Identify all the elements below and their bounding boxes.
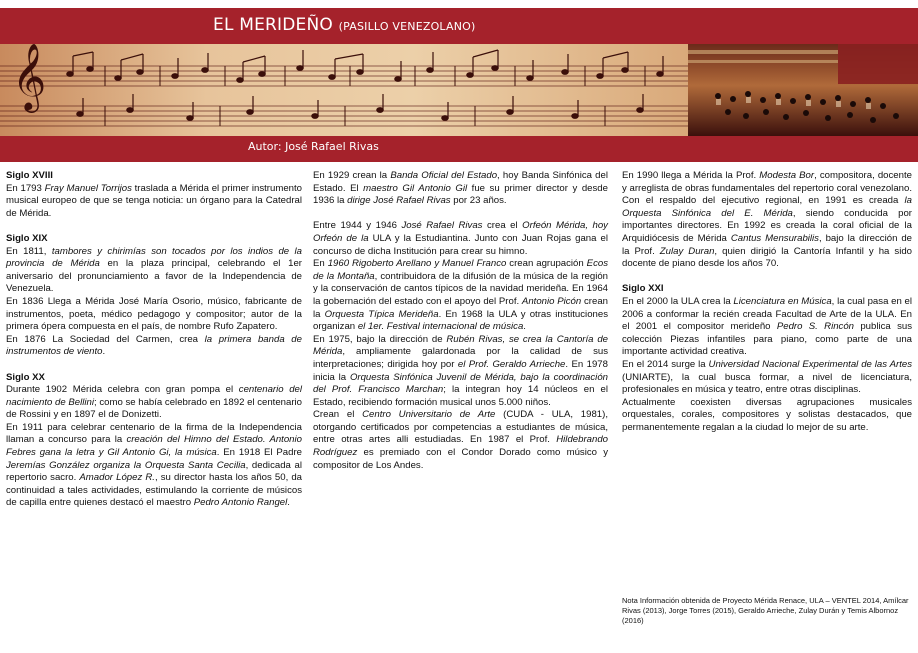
- heading-siglo-xxi: Siglo XXI: [622, 283, 664, 295]
- author-credit: Autor: José Rafael Rivas: [248, 140, 379, 153]
- column-2: [313, 170, 608, 472]
- paragraph: En 1975, bajo la dirección de Rubén Rivas, se crea la Cantoría de Mérida, ampliamente galardonada por la calidad de sus interpretaciones; dirigida hoy por el Prof. Geraldo Arrieche. En 1978 inicia la Orquesta Sinfónica Juvenil de Mérida, bajo la coordinación del Prof. Francisco Marchan; la integran hoy 14 núcleos en el Estado, recibiendo formación musical unos 5.000 niños.: [313, 333, 608, 408]
- page-title: [213, 15, 476, 35]
- paragraph: En 1793 Fray Manuel Torrijos traslada a Mérida el primer instrumento musical europeo de que se tenga noticia: un órgano para la Catedral de Mérida.: [6, 182, 302, 219]
- paragraph: En 1876 La Sociedad del Carmen, crea la primera banda de instrumentos de viento.: [6, 333, 302, 358]
- paragraph: Crean el Centro Universitario de Arte (CUDA - ULA, 1981), otorgando certificados por competencias a estudiantes de música, entre otras artes alli estudiadas. En 1987 el Prof. Hildebrando Rodríguez es premiado con el Condor Dorado como músico y compositor de Los Andes.: [313, 409, 608, 471]
- paragraph: En 1990 llega a Mérida la Prof. Modesta Bor, compositora, docente y arreglista de obras fundamentales del repertorio coral venezolano. Con el respaldo del ejecutivo regional, en 1991 es creada la Orquesta Sinfónica del E. Mérida, siendo conducida por importantes directores. En 1992 es creada la coral oficial de la Arquidiócesis de Mérida Cantus Mensurabilis, bajo la dirección de la Prof. Zulay Duran, quien dirigió la Cantoría Infantil y ha sido docente de piano desde los años 70.: [622, 170, 912, 270]
- title-main: EL MERIDEÑO: [213, 15, 333, 35]
- orchestra-photo: [688, 44, 918, 136]
- paragraph: En 1836 Llega a Mérida José María Osorio, músico, fabricante de instrumentos, poeta, médico pedagogo y compositor; autor de la primera ópera compuesta en el país, de nombre Rufo Zapatero.: [6, 295, 302, 333]
- heading-siglo-xx: Siglo XX: [6, 371, 45, 383]
- paragraph: Durante 1902 Mérida celebra con gran pompa el centenario del nacimiento de Bellini; como se había celebrado en 1892 el centenario de Rossini y en 1897 el de Donizetti.: [6, 384, 303, 421]
- paragraph: En 1929 crean la Banda Oficial del Estado, hoy Banda Sinfónica del Estado. El maestro Gil Antonio Gil fue su primer director y desde 1936 la dirige José Rafael Rivas por 23 años.: [313, 170, 608, 207]
- orchestra-drawing: [688, 44, 918, 136]
- paragraph: Actualmente coexisten diversas agrupaciones musicales orquestales, corales, compositores y solistas destacados, que permanentemente regalan a la ciudad lo mejor de su arte.: [622, 396, 912, 433]
- banner: [0, 0, 918, 168]
- column-3: [622, 170, 912, 434]
- paragraph: En el 2000 la ULA crea la Licenciatura en Música, la cual pasa en el 2006 a conformar la recién creada Facultad de Arte de la ULA. En el 2001 el compositor merideño Pedro S. Rincón publica sus colección Piezas infantiles para piano, como parte de una importante actividad creativa.: [622, 295, 913, 358]
- treble-clef-icon: 𝄞: [12, 44, 47, 110]
- heading-siglo-xviii: Siglo XVIII: [6, 170, 53, 181]
- paragraph: En 1811, tambores y chirimías son tocados por los indios de la provincia de Mérida en la plaza principal, celebrando el 1er aniversario del pronunciamiento a favor de la Independencia de Venezuela.: [6, 245, 302, 295]
- paragraph: En 1911 para celebrar centenario de la firma de la Independencia llaman a concurso para la creación del Himno del Estado. Antonio Febres gana la letra y Gil Antonio Gi, la música. En 1918 El Padre Jeremías González organiza la Orquesta Santa Cecilia, dedicada al repertorio sacro. Amador López R., su director hasta los años 50, da continuidad a tales actividades, estimulando la corriente de músicos de capilla entre quienes destacó el maestro Pedro Antonio Rangel.: [6, 421, 303, 509]
- paragraph: En el 2014 surge la Universidad Nacional Experimental de las Artes (UNIARTE), la cual busca formar, a nivel de licenciatura, profesionales en música y teatro, entre otras disciplinas.: [622, 358, 912, 396]
- sheet-music-image: [0, 44, 688, 136]
- title-subtitle: (PASILLO VENEZOLANO): [338, 20, 476, 33]
- sheet-music-drawing: [0, 44, 688, 136]
- heading-siglo-xix: Siglo XIX: [6, 232, 48, 244]
- author-band: [0, 136, 918, 162]
- paragraph: En 1960 Rigoberto Arellano y Manuel Franco crean agrupación Ecos de la Montaña, contribuidora de la difusión de la música de la región y la conservación de cantos típicos de la navidad merideña. En 1964 la gobernación del estado con el apoyo del Prof. Antonio Picón crean la Orquesta Típica Merideña. En 1968 la ULA y otras instituciones organizan el 1er. Festival internacional de música.: [313, 258, 609, 333]
- source-note: Nota Información obtenida de Proyecto Mérida Renace, ULA – VENTEL 2014, Amílcar Rivas (2013), Jorge Torres (2015), Geraldo Arrieche, Zulay Durán y Temis Albornoz (2016): [622, 596, 909, 625]
- paragraph: Entre 1944 y 1946 José Rafael Rivas crea el Orfeón Mérida, hoy Orfeón de la ULA y la Estudiantina. Junto con Juan Rojas gana el concurso de dicha Institución para crear su himno.: [313, 220, 608, 257]
- column-1: [6, 170, 302, 510]
